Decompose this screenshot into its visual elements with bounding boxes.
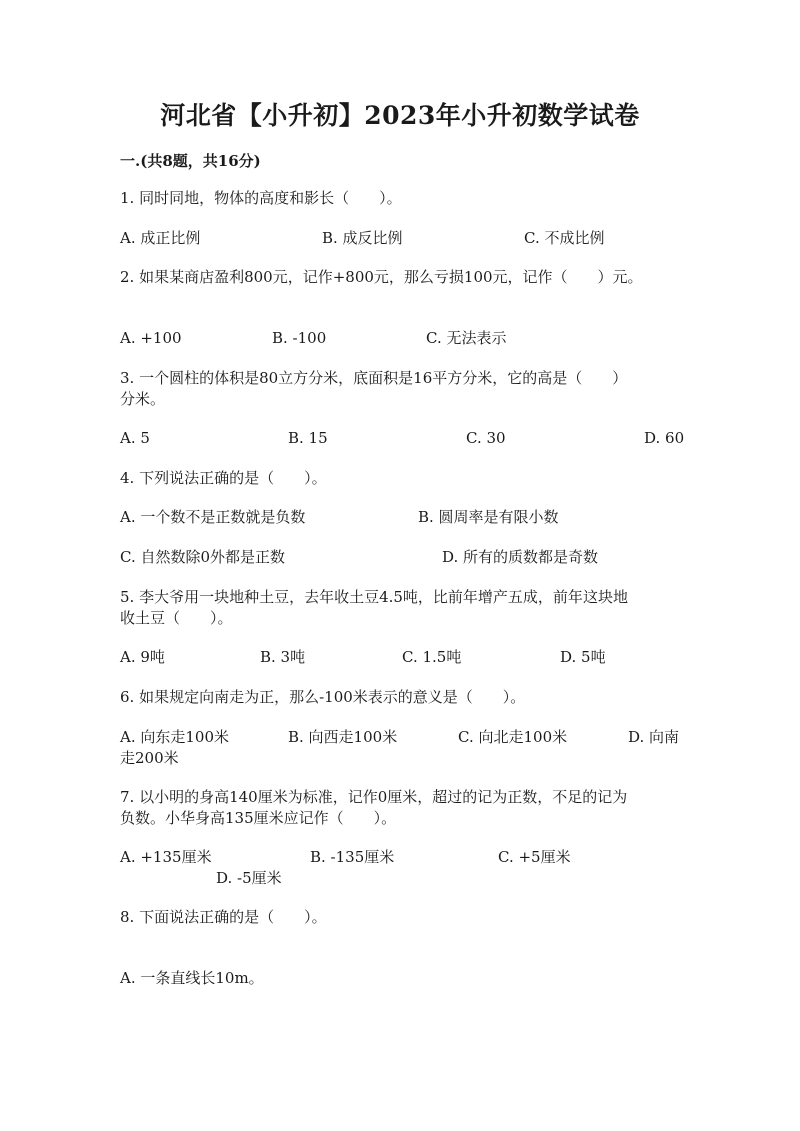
question-5-option-b: B. 3吨 <box>260 648 306 666</box>
question-3-stem-line-1: 3. 一个圆柱的体积是80立方分米，底面积是16平方分米，它的高是（ ） <box>120 369 628 387</box>
question-5-option-c: C. 1.5吨 <box>402 648 462 666</box>
question-2-stem: 2. 如果某商店盈利800元，记作+800元，那么亏损100元，记作（ ）元。 <box>120 268 643 286</box>
question-7-option-c: C. +5厘米 <box>498 848 571 866</box>
question-1-option-b: B. 成反比例 <box>322 229 403 247</box>
question-7-option-a: A. +135厘米 <box>120 848 212 866</box>
question-3-stem-line-2: 分米。 <box>120 390 166 408</box>
question-4-option-c: C. 自然数除0外都是正数 <box>120 548 286 566</box>
question-7-option-d: D. -5厘米 <box>216 869 282 887</box>
question-1-option-a: A. 成正比例 <box>120 229 201 247</box>
question-7-stem-line-1: 7. 以小明的身高140厘米为标准，记作0厘米，超过的记为正数，不足的记为 <box>120 788 628 806</box>
question-8-option-a: A. 一条直线长10m。 <box>120 969 264 987</box>
page-title: 河北省【小升初】2023年小升初数学试卷 <box>160 101 640 130</box>
question-3-option-b: B. 15 <box>288 429 328 447</box>
question-3-option-d: D. 60 <box>644 429 685 447</box>
question-8-stem: 8. 下面说法正确的是（ ）。 <box>120 908 327 926</box>
question-5-stem-line-1: 5. 李大爷用一块地种土豆，去年收土豆4.5吨，比前年增产五成，前年这块地 <box>120 588 628 606</box>
question-4-option-b: B. 圆周率是有限小数 <box>418 508 559 526</box>
question-5-option-a: A. 9吨 <box>120 648 165 666</box>
question-2-option-b: B. -100 <box>272 329 327 347</box>
question-6-option-d-continued: 走200米 <box>120 749 179 767</box>
section-heading: 一.(共8题，共16分) <box>120 152 261 170</box>
question-1-option-c: C. 不成比例 <box>524 229 605 247</box>
question-4-option-a: A. 一个数不是正数就是负数 <box>120 508 306 526</box>
question-6-option-b: B. 向西走100米 <box>288 728 398 746</box>
question-3-option-a: A. 5 <box>120 429 150 447</box>
question-6-option-a: A. 向东走100米 <box>120 728 229 746</box>
question-3-option-c: C. 30 <box>466 429 506 447</box>
question-5-stem-line-2: 收土豆（ ）。 <box>120 609 233 627</box>
question-7-option-b: B. -135厘米 <box>310 848 395 866</box>
question-6-stem: 6. 如果规定向南走为正，那么-100米表示的意义是（ ）。 <box>120 688 526 706</box>
question-4-option-d: D. 所有的质数都是奇数 <box>442 548 599 566</box>
question-4-stem: 4. 下列说法正确的是（ ）。 <box>120 469 327 487</box>
question-7-stem-line-2: 负数。小华身高135厘米应记作（ ）。 <box>120 809 397 827</box>
question-1-stem: 1. 同时同地，物体的高度和影长（ ）。 <box>120 189 402 207</box>
question-2-option-a: A. +100 <box>120 329 182 347</box>
question-2-option-c: C. 无法表示 <box>426 329 507 347</box>
question-6-option-d: D. 向南 <box>628 728 680 746</box>
question-6-option-c: C. 向北走100米 <box>458 728 568 746</box>
question-5-option-d: D. 5吨 <box>560 648 606 666</box>
